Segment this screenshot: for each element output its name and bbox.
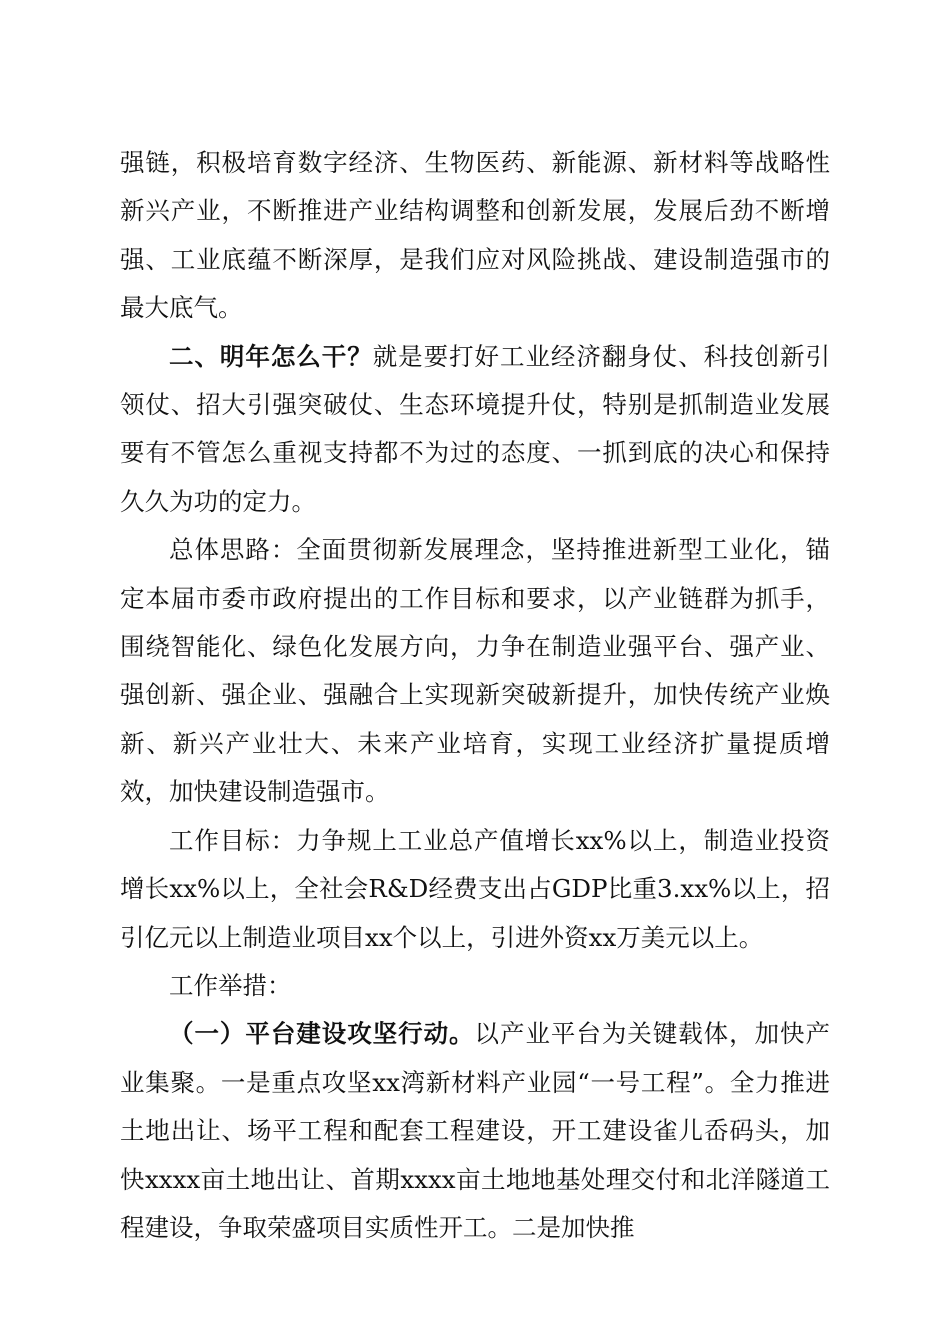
paragraph-work-goals <box>120 817 830 962</box>
paragraph-text: 总体思路：全面贯彻新发展理念，坚持推进新型工业化，锚定本届市委市政府提出的工作目标和要求，以产业链群为抓手，围绕智能化、绿色化发展方向，力争在制造业强平台、强产业、强创新、强企业、强融合上实现新突破新提升，加快传统产业焕新、新兴产业壮大、未来产业培育，实现工业经济扩量提质增效，加快建设制造强市。 <box>120 535 830 807</box>
subsection-heading: （一）平台建设攻坚行动。 <box>169 1019 475 1049</box>
paragraph-section-two <box>120 333 830 527</box>
paragraph-work-measures <box>120 962 830 1010</box>
paragraph-text: 就是要打好工业经济翻身仗、科技创新引领仗、招大引强突破仗、生态环境提升仗，特别是抓制造业发展要有不管怎么重视支持都不为过的态度、一抓到底的决心和保持久久为功的定力。 <box>120 341 831 516</box>
section-heading: 二、明年怎么干？ <box>169 341 373 371</box>
paragraph-text: 工作目标：力争规上工业总产值增长xx%以上，制造业投资增长xx%以上，全社会R&D经费支出占GDP比重3.xx%以上，招引亿元以上制造业项目xx个以上，引进外资xx万美元以上。 <box>120 825 830 952</box>
paragraph-overall-approach <box>120 526 830 816</box>
paragraph-text: 工作举措： <box>169 970 292 1000</box>
paragraph-text: 以产业平台为关键载体，加快产业集聚。一是重点攻坚xx湾新材料产业园“一号工程”。全力推进土地出让、场平工程和配套工程建设，开工建设雀儿岙码头，加快xxxx亩土地出让、首期xxxx亩土地地基处理交付和北洋隧道工程建设，争取荣盛项目实质性开工。二是加快推 <box>120 1019 831 1242</box>
document-body <box>120 139 830 1252</box>
paragraph-continuation <box>120 139 830 333</box>
paragraph-platform-action <box>120 1010 830 1252</box>
paragraph-text: 强链，积极培育数字经济、生物医药、新能源、新材料等战略性新兴产业，不断推进产业结构调整和创新发展，发展后劲不断增强、工业底蕴不断深厚，是我们应对风险挑战、建设制造强市的最大底气。 <box>120 148 830 323</box>
